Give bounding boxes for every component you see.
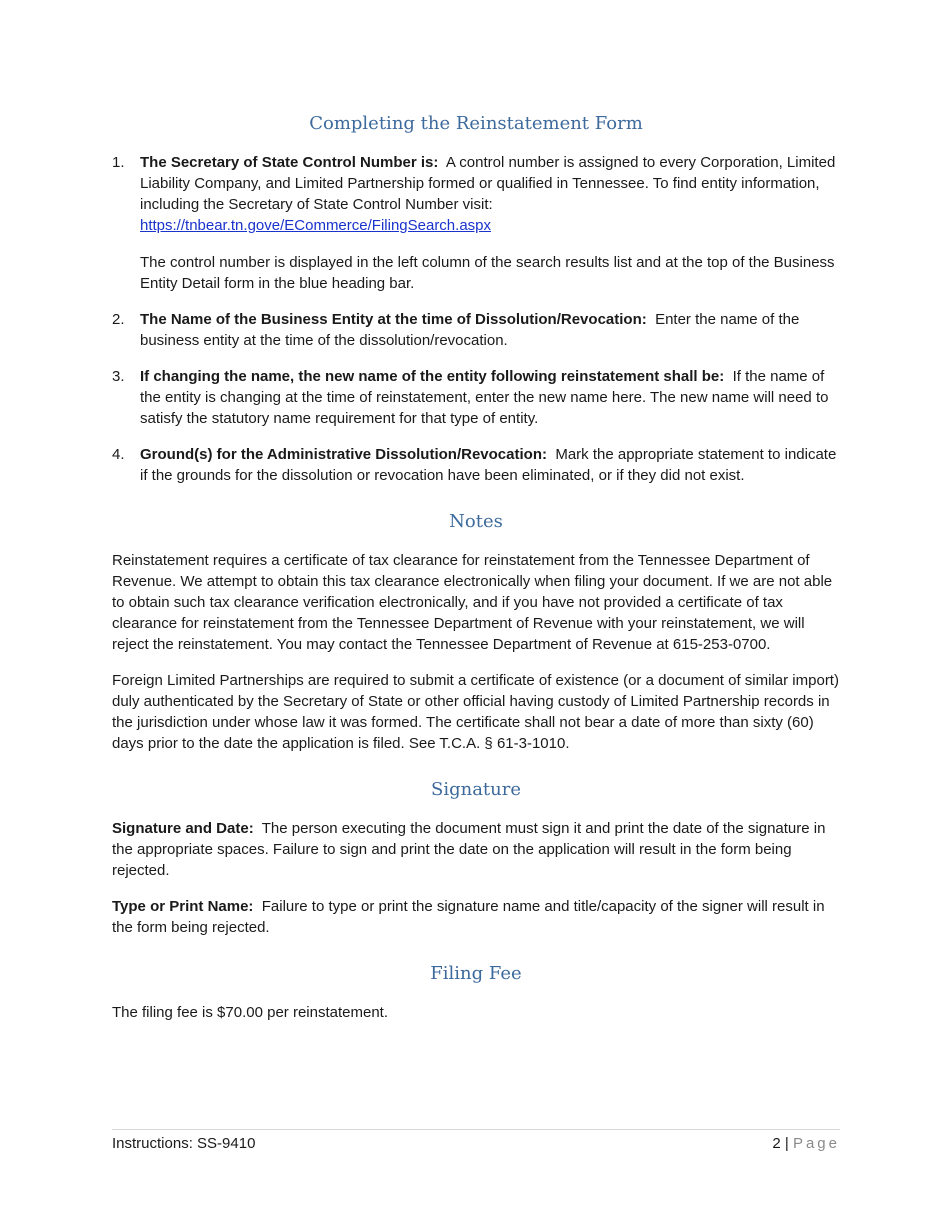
item-label: Ground(s) for the Administrative Dissolution/Revocation:	[140, 446, 547, 463]
item-number: 2.	[112, 311, 125, 328]
heading-filing-fee: Filing Fee	[430, 963, 522, 984]
item-subparagraph: The control number is displayed in the left column of the search results list and at the top of the Business Entity Detail form in the blue heading bar.	[140, 254, 835, 292]
notes-section	[112, 510, 840, 754]
item-label: The Name of the Business Entity at the time of Dissolution/Revocation:	[140, 311, 647, 328]
filing-search-link[interactable]: https://tnbear.tn.gove/ECommerce/FilingSearch.aspx	[140, 217, 492, 234]
print-name-paragraph	[112, 896, 840, 938]
page-footer	[112, 1129, 840, 1154]
signature-date-text: The person executing the document must sign it and print the date of the signature in the appropriate spaces. Failure to sign and print the date on the application will result in the form being rejected.	[112, 820, 826, 879]
print-name-label: Type or Print Name:	[112, 898, 254, 915]
heading-signature: Signature	[430, 779, 522, 800]
footer-form-id: Instructions: SS-9410	[112, 1135, 256, 1152]
instruction-list	[112, 152, 840, 486]
footer-separator: |	[784, 1135, 789, 1152]
list-item	[112, 366, 840, 429]
item-number: 4.	[112, 446, 125, 463]
item-label: If changing the name, the new name of the entity following reinstatement shall be:	[140, 368, 725, 385]
print-name-text: Failure to type or print the signature name and title/capacity of the signer will result in the form being rejected.	[112, 898, 825, 936]
item-paragraph	[140, 366, 840, 429]
page-content	[112, 112, 840, 1023]
list-item	[112, 309, 840, 351]
notes-paragraph-foreign-lp: Foreign Limited Partnerships are required to submit a certificate of existence (or a document of similar import) duly authenticated by the Secretary of State or other official having custody of Limited Partnership records in the jurisdiction under whose law it was formed. The certificate shall not bear a date of more than sixty (60) days prior to the date the application is filed. See T.C.A. § 61-3-1010.	[112, 672, 839, 752]
item-text: Mark the appropriate statement to indicate if the grounds for the dissolution or revocation have been eliminated, or if they did not exist.	[140, 446, 837, 484]
signature-date-paragraph	[112, 818, 840, 881]
item-text: If the name of the entity is changing at the time of reinstatement, enter the new name here. The new name will need to satisfy the statutory name requirement for that type of entity.	[140, 368, 829, 427]
item-text: Enter the name of the business entity at the time of the dissolution/revocation.	[140, 311, 800, 349]
list-item	[112, 152, 840, 294]
filing-fee-section	[112, 962, 840, 1023]
item-label: The Secretary of State Control Number is:	[140, 154, 439, 171]
item-number: 3.	[112, 368, 125, 385]
signature-date-label: Signature and Date:	[112, 820, 254, 837]
footer-page-indicator	[772, 1133, 840, 1154]
item-paragraph	[140, 444, 840, 486]
item-paragraph	[140, 152, 840, 236]
heading-notes: Notes	[449, 511, 503, 532]
item-text: A control number is assigned to every Corporation, Limited Liability Company, and Limited Partnership formed or qualified in Tennessee. To find entity information, including the Secretary of State Control Number visit:	[140, 154, 836, 213]
item-paragraph	[140, 309, 840, 351]
signature-section	[112, 778, 840, 938]
heading-completing-form: Completing the Reinstatement Form	[309, 113, 643, 134]
notes-paragraph-tax-clearance: Reinstatement requires a certificate of tax clearance for reinstatement from the Tennessee Department of Revenue. We attempt to obtain this tax clearance electronically when filing your document. If we are not able to obtain such tax clearance verification electronically, and if you have not provided a certificate of tax clearance for reinstatement from the Tennessee Department of Revenue with your reinstatement, we will reject the reinstatement. You may contact the Tennessee Department of Revenue at 615-253-0700.	[112, 552, 833, 653]
footer-page-number: 2	[772, 1135, 781, 1152]
list-item	[112, 444, 840, 486]
filing-fee-text: The filing fee is $70.00 per reinstatement.	[112, 1004, 388, 1021]
item-number: 1.	[112, 154, 125, 171]
footer-page-label: Page	[792, 1135, 840, 1152]
